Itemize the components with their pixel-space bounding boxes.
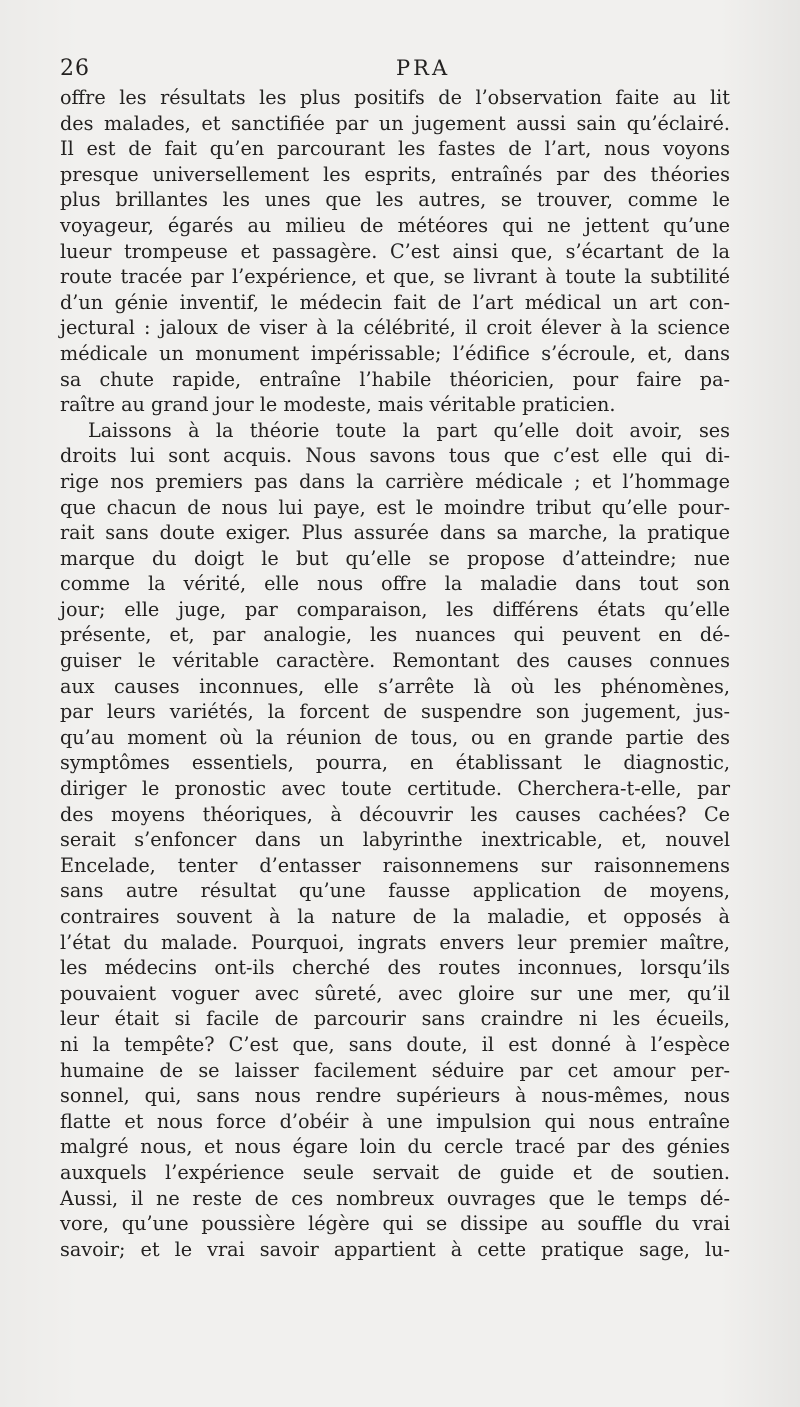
page-header: [60, 56, 738, 86]
text-line: d’un génie inventif, le médecin fait de l’art médical un art con-: [60, 290, 730, 314]
text-line: contraires souvent à la nature de la maladie, et opposés à: [60, 905, 730, 928]
text-line: jour; elle juge, par comparaison, les différens états qu’elle: [60, 597, 730, 621]
paragraph: [60, 418, 730, 1263]
text-line: des moyens théoriques, à découvrir les causes cachées? Ce: [60, 802, 730, 826]
text-line: sonnel, qui, sans nous rendre supérieurs à nous-mêmes, nous: [60, 1084, 730, 1108]
text-line: jectural : jaloux de viser à la célébrité, il croit élever à la science: [60, 316, 730, 340]
text-line: symptômes essentiels, pourra, en établissant le diagnostic,: [60, 751, 730, 775]
text-line: route tracée par l’expérience, et que, se livrant à toute la subtilité: [60, 265, 730, 289]
text-line: les médecins ont-ils cherché des routes inconnues, lorsqu’ils: [60, 956, 730, 980]
text-line: ni la tempête? C’est que, sans doute, il est donné à l’espèce: [60, 1032, 730, 1056]
text-line: humaine de se laisser facilement séduire par cet amour per-: [60, 1058, 730, 1082]
text-line: qu’au moment où la réunion de tous, ou en grande partie des: [60, 725, 730, 749]
text-line: auxquels l’expérience seule servait de guide et de soutien.: [60, 1160, 730, 1184]
text-line: comme la vérité, elle nous offre la maladie dans tout son: [60, 572, 730, 596]
text-line: que chacun de nous lui paye, est le moindre tribut qu’elle pour-: [60, 495, 730, 519]
text-line: sans autre résultat qu’une fausse application de moyens,: [60, 879, 730, 903]
text-line: Aussi, il ne reste de ces nombreux ouvrages que le temps dé-: [60, 1186, 730, 1210]
text-line: vore, qu’une poussière légère qui se dissipe au souffle du vrai: [60, 1212, 730, 1236]
text-line: diriger le pronostic avec toute certitude. Cherchera-t-elle, par: [60, 777, 730, 801]
text-line: presque universellement les esprits, entraînés par des théories: [60, 162, 730, 186]
text-line: sa chute rapide, entraîne l’habile théoricien, pour faire pa-: [60, 367, 730, 391]
text-line: l’état du malade. Pourquoi, ingrats envers leur premier maître,: [60, 930, 730, 954]
text-line: offre les résultats les plus positifs de l’observation faite au lit: [60, 86, 730, 109]
text-line: savoir; et le vrai savoir appartient à cette pratique sage, lu-: [60, 1237, 730, 1261]
text-line: rige nos premiers pas dans la carrière médicale ; et l’hommage: [60, 469, 730, 493]
text-line: flatte et nous force d’obéir à une impulsion qui nous entraîne: [60, 1109, 730, 1133]
text-line: des malades, et sanctifiée par un jugement aussi sain qu’éclairé.: [60, 111, 730, 135]
text-line: guiser le véritable caractère. Remontant des causes connues: [60, 649, 730, 673]
body-text: [60, 85, 730, 1262]
text-line: marque du doigt le but qu’elle se propose d’atteindre; nue: [60, 546, 730, 570]
text-line: Il est de fait qu’en parcourant les fastes de l’art, nous voyons: [60, 137, 730, 161]
text-line: aux causes inconnues, elle s’arrête là où les phénomènes,: [60, 674, 730, 698]
paragraph: [60, 85, 730, 418]
page-number: 26: [60, 56, 90, 81]
text-line: pouvaient voguer avec sûreté, avec gloire sur une mer, qu’il: [60, 981, 730, 1005]
text-line: présente, et, par analogie, les nuances qui peuvent en dé-: [60, 623, 730, 647]
text-line: lueur trompeuse et passagère. C’est ainsi que, s’écartant de la: [60, 239, 730, 263]
text-line: malgré nous, et nous égare loin du cercle tracé par des génies: [60, 1135, 730, 1159]
text-line: médicale un monument impérissable; l’édifice s’écroule, et, dans: [60, 341, 730, 365]
text-line: Laissons à la théorie toute la part qu’elle doit avoir, ses: [88, 418, 730, 442]
text-line: par leurs variétés, la forcent de suspendre son jugement, jus-: [60, 700, 730, 724]
text-line: Encelade, tenter d’entasser raisonnemens sur raisonnemens: [60, 853, 730, 877]
text-line: droits lui sont acquis. Nous savons tous que c’est elle qui di-: [60, 444, 730, 468]
text-line: voyageur, égarés au milieu de météores qui ne jettent qu’une: [60, 213, 730, 237]
text-line: leur était si facile de parcourir sans craindre ni les écueils,: [60, 1007, 730, 1031]
text-line: rait sans doute exiger. Plus assurée dans sa marche, la pratique: [60, 521, 730, 545]
running-head: PRA: [396, 56, 451, 80]
text-line: raître au grand jour le modeste, mais véritable praticien.: [60, 393, 616, 417]
text-line: serait s’enfoncer dans un labyrinthe inextricable, et, nouvel: [60, 828, 730, 852]
text-line: plus brillantes les unes que les autres, se trouver, comme le: [60, 188, 730, 212]
